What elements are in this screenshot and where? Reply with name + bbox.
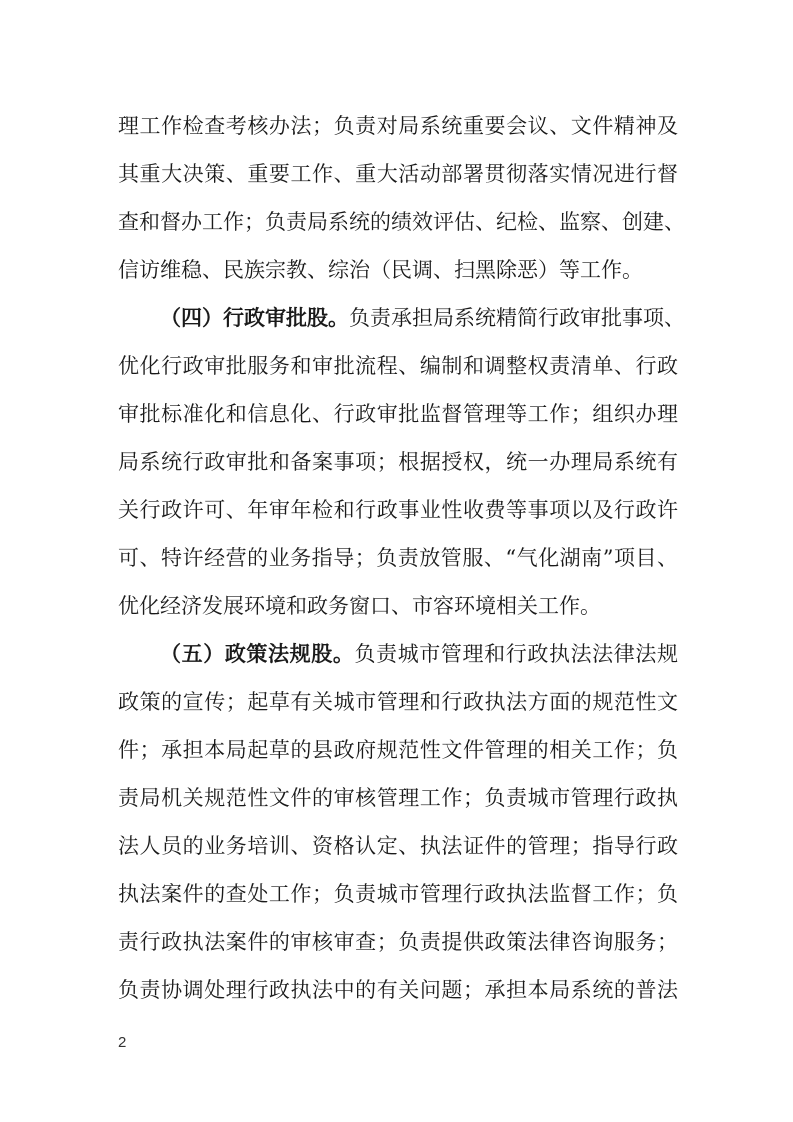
body-line: 可、特许经营的业务指导；负责放管服、“气化湖南”项目、 <box>118 546 678 570</box>
body-line: 件；承担本局起草的县政府规范性文件管理的相关工作；负 <box>118 738 678 762</box>
body-line: 政策的宣传；起草有关城市管理和行政执法方面的规范性文 <box>118 690 678 714</box>
page-number: 2 <box>118 1034 127 1051</box>
body-line: 优化经济发展环境和政务窗口、市容环境相关工作。 <box>118 594 601 618</box>
body-line: 责行政执法案件的审核审查；负责提供政策法律咨询服务； <box>118 930 678 954</box>
body-line: 审批标准化和信息化、行政审批监督管理等工作；组织办理 <box>118 402 678 426</box>
section-heading-administrative-approval: （四）行政审批股。 <box>160 306 349 330</box>
section-heading-policy-regulations: （五）政策法规股。 <box>160 642 355 666</box>
body-line: 责局机关规范性文件的审核管理工作；负责城市管理行政执 <box>118 786 678 810</box>
body-line: 负责协调处理行政执法中的有关问题；承担本局系统的普法 <box>118 978 678 1002</box>
body-line: 其重大决策、重要工作、重大活动部署贯彻落实情况进行督 <box>118 162 678 186</box>
paragraph-first-line <box>160 641 678 667</box>
body-line: 法人员的业务培训、资格认定、执法证件的管理；指导行政 <box>118 834 678 858</box>
body-line: 关行政许可、年审年检和行政事业性收费等事项以及行政许 <box>118 498 678 522</box>
body-line: 优化行政审批服务和审批流程、编制和调整权责清单、行政 <box>118 354 678 378</box>
body-line: 查和督办工作；负责局系统的绩效评估、纪检、监察、创建、 <box>118 210 685 234</box>
body-text: 负责承担局系统精简行政审批事项、 <box>349 306 685 330</box>
body-line: 理工作检查考核办法；负责对局系统重要会议、文件精神及 <box>118 114 678 138</box>
paragraph-first-line <box>160 305 685 331</box>
body-text: 负责城市管理和行政执法法律法规 <box>354 642 679 666</box>
body-line: 局系统行政审批和备案事项；根据授权，统一办理局系统有 <box>118 450 678 474</box>
body-line: 信访维稳、民族宗教、综治（民调、扫黑除恶）等工作。 <box>118 258 643 282</box>
body-line: 执法案件的查处工作；负责城市管理行政执法监督工作；负 <box>118 882 678 906</box>
